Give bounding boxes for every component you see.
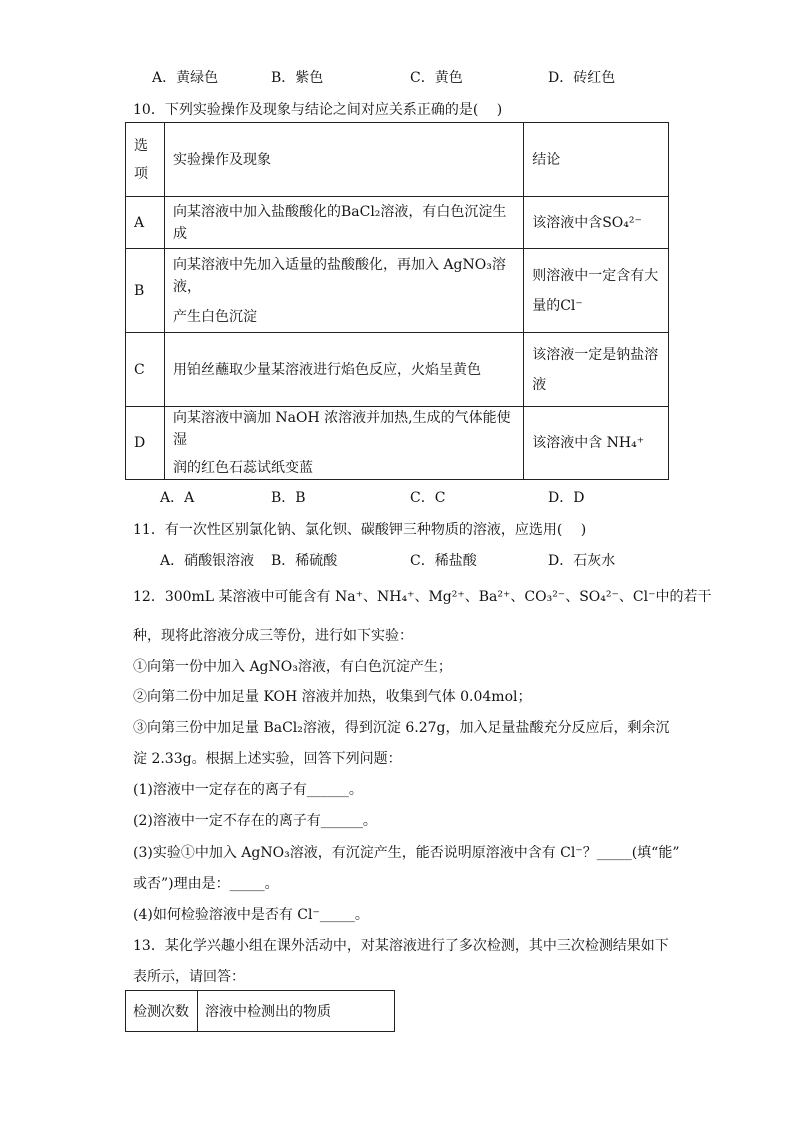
- q9-option-b: B．紫色: [271, 70, 324, 86]
- table-row: [126, 407, 669, 480]
- q10-option-a: A．A: [160, 490, 195, 506]
- table-row: [126, 249, 669, 333]
- q13-stem-line1: 13．某化学兴趣小组在课外活动中，对某溶液进行了多次检测，其中三次检测结果如下: [133, 938, 669, 954]
- q12-experiment-3-line1: ③向第三份中加足量 BaCl₂溶液，得到沉淀 6.27g，加入足量盐酸充分反应后，剩余沉: [133, 720, 670, 736]
- q9-option-d: D．砖红色: [548, 70, 616, 86]
- q12-stem-line2: 种，现将此溶液分成三等份，进行如下实验：: [133, 628, 413, 644]
- header-option-line2: 项: [134, 165, 148, 182]
- q12-stem-line1: 12．300mL 某溶液中可能含有 Na⁺、NH₄⁺、Mg²⁺、Ba²⁺、CO₃²⁻、SO₄²⁻、Cl⁻中的若干: [133, 589, 712, 605]
- q12-subquestion-3-line1: (3)实验①中加入 AgNO₃溶液，有沉淀产生，能否说明原溶液中含有 Cl⁻？_____(填“能”: [133, 845, 680, 861]
- q10-stem: 10．下列实验操作及现象与结论之间对应关系正确的是( ): [133, 102, 503, 118]
- q10-option-d: D．D: [548, 490, 585, 506]
- header-test-count: 检测次数: [126, 991, 198, 1032]
- row-conclusion-cell: [524, 333, 669, 407]
- header-conclusion: 结论: [524, 123, 669, 197]
- row-operation-cell: [164, 407, 523, 480]
- row-conclusion-cell: [524, 249, 669, 333]
- q9-option-c: C．黄色: [410, 70, 463, 86]
- header-operation: 实验操作及现象: [164, 123, 523, 197]
- row-conclusion: 该溶液中含SO₄²⁻: [524, 197, 669, 249]
- table-header-row: [126, 123, 669, 197]
- row-operation-line1: 向某溶液中滴加 NaOH 浓溶液并加热,生成的气体能使湿: [172, 410, 511, 448]
- table-row: [126, 333, 669, 407]
- q10-option-c: C．C: [410, 490, 446, 506]
- row-key: D: [126, 407, 165, 480]
- q11-option-a: A．硝酸银溶液: [160, 553, 255, 569]
- q11-option-d: D．石灰水: [548, 553, 616, 569]
- row-operation: 向某溶液中加入盐酸酸化的BaCl₂溶液，有白色沉淀生成: [164, 197, 523, 249]
- table-row: [126, 197, 669, 249]
- row-conclusion-line1: 则溶液中一定含有大: [532, 267, 659, 284]
- row-key: B: [126, 249, 165, 333]
- row-conclusion-line1: 该溶液一定是钠盐溶: [532, 346, 659, 363]
- q10-table: [125, 122, 669, 480]
- row-operation-line2: 润的红色石蕊试纸变蓝: [172, 460, 313, 476]
- row-operation: 用铂丝蘸取少量某溶液进行焰色反应，火焰呈黄色: [164, 333, 523, 407]
- q11-option-c: C．稀盐酸: [410, 553, 477, 569]
- q12-experiment-3-line2: 淀 2.33g。根据上述实验，回答下列问题：: [133, 751, 402, 767]
- row-conclusion: 该溶液中含 NH₄⁺: [524, 407, 669, 480]
- q12-experiment-2: ②向第二份中加足量 KOH 溶液并加热，收集到气体 0.04mol；: [133, 689, 532, 705]
- row-operation-cell: [164, 249, 523, 333]
- q12-subquestion-4: (4)如何检验溶液中是否有 Cl⁻_____。: [133, 907, 369, 923]
- header-option-line1: 选: [134, 137, 148, 154]
- q12-experiment-1: ①向第一份中加入 AgNO₃溶液，有白色沉淀产生；: [133, 659, 452, 675]
- header-option-cell: [126, 123, 165, 197]
- q11-option-b: B．稀硫酸: [271, 553, 338, 569]
- q12-subquestion-1: (1)溶液中一定存在的离子有______。: [133, 782, 363, 798]
- q9-option-a: A．黄绿色: [152, 70, 219, 86]
- q10-option-b: B．B: [271, 490, 306, 506]
- q11-stem: 11．有一次性区别氯化钠、氯化钡、碳酸钾三种物质的溶液，应选用( ): [133, 522, 587, 538]
- q12-subquestion-3-line2: 或否”)理由是：_____。: [133, 876, 279, 892]
- row-key: C: [126, 333, 165, 407]
- row-conclusion-line2: 量的Cl⁻: [532, 297, 583, 314]
- table-header-row: [126, 991, 395, 1032]
- row-operation-line2: 产生白色沉淀: [172, 308, 257, 325]
- header-detected-substances: 溶液中检测出的物质: [198, 991, 395, 1032]
- row-key: A: [126, 197, 165, 249]
- q13-table: [125, 990, 395, 1032]
- q13-stem-line2: 表所示，请回答：: [133, 969, 245, 985]
- row-operation-line1: 向某溶液中先加入适量的盐酸酸化，再加入 AgNO₃溶液，: [172, 256, 506, 295]
- q12-subquestion-2: (2)溶液中一定不存在的离子有______。: [133, 813, 377, 829]
- row-conclusion-line2: 液: [532, 376, 547, 393]
